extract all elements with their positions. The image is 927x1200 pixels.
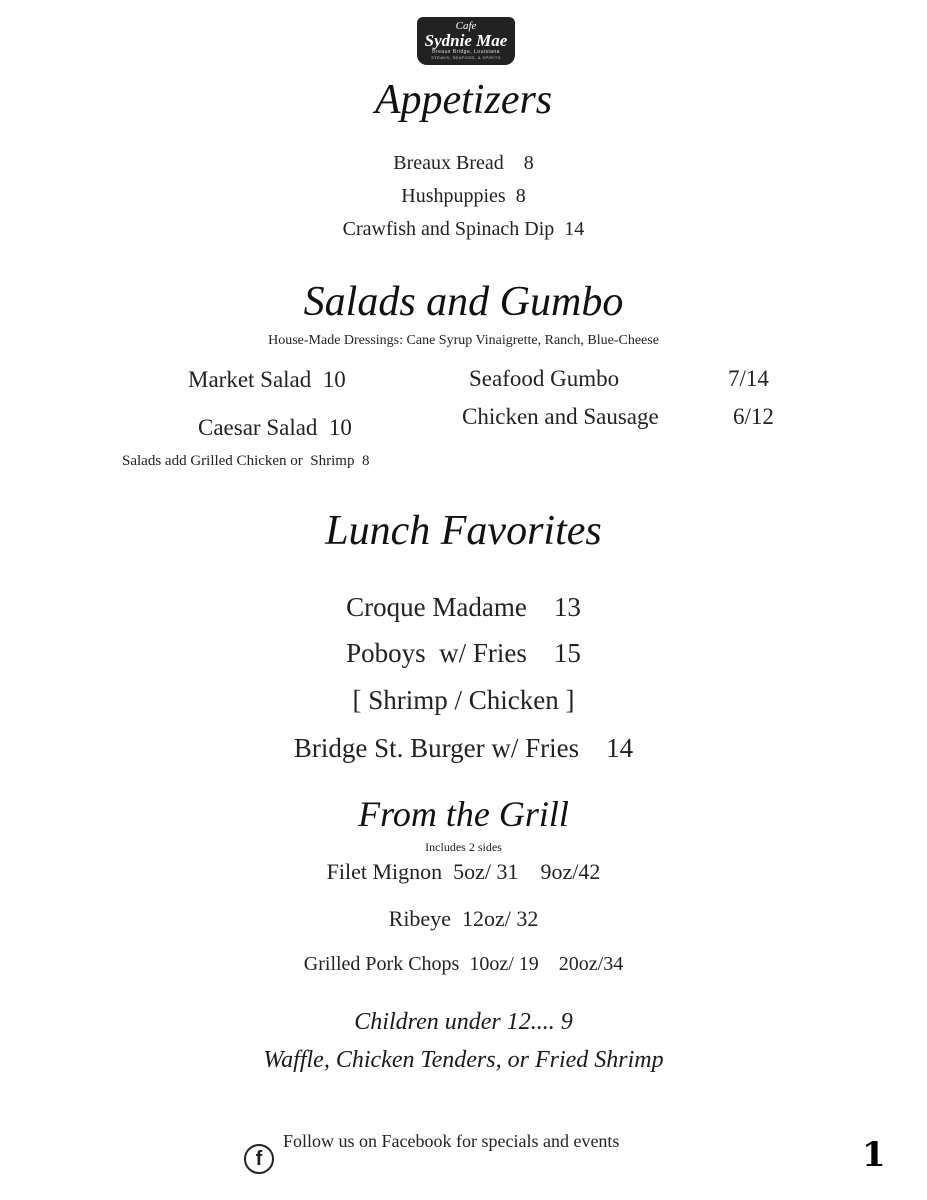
from-the-grill-heading: From the Grill [358, 794, 569, 834]
lunch-item: [ Shrimp / Chicken ] [352, 685, 575, 715]
grill-item: Filet Mignon 5oz/ 31 9oz/42 [326, 859, 601, 884]
children-menu-line: Children under 12.... 9 [354, 1009, 573, 1035]
lunch-item: Croque Madame 13 [346, 592, 581, 622]
logo-line-location: Breaux Bridge, Louisiana [432, 49, 500, 55]
appetizer-item: Breaux Bread 8 [393, 152, 534, 174]
lunch-item: Poboys w/ Fries 15 [346, 638, 581, 668]
facebook-icon[interactable]: f [244, 1144, 274, 1174]
caesar-salad-item: Caesar Salad 10 [198, 415, 352, 440]
grill-sides-note: Includes 2 sides [425, 840, 502, 854]
logo-line-name: Sydnie Mae [424, 31, 508, 50]
logo-line-tagline: STEAKS, SEAFOOD, & SPIRITS [431, 55, 501, 60]
market-salad-item: Market Salad 10 [188, 367, 346, 392]
chicken-sausage-price: 6/12 [733, 404, 774, 429]
appetizer-item: Crawfish and Spinach Dip 14 [342, 218, 585, 240]
lunch-favorites-heading: Lunch Favorites [325, 508, 602, 554]
appetizers-heading: Appetizers [374, 77, 553, 123]
lunch-item: Bridge St. Burger w/ Fries 14 [293, 733, 634, 763]
facebook-follow-text: Follow us on Facebook for specials and events [283, 1131, 620, 1151]
logo-line-cafe: Cafe [455, 20, 477, 32]
children-menu-options: Waffle, Chicken Tenders, or Fried Shrimp [263, 1047, 664, 1073]
salad-addon-note: Salads add Grilled Chicken or Shrimp 8 [122, 453, 370, 469]
seafood-gumbo-price: 7/14 [728, 366, 769, 391]
appetizer-item: Hushpuppies 8 [401, 185, 526, 207]
dressings-note: House-Made Dressings: Cane Syrup Vinaigrette, Ranch, Blue-Cheese [268, 333, 659, 348]
salads-gumbo-heading: Salads and Gumbo [303, 279, 624, 325]
seafood-gumbo-name: Seafood Gumbo [469, 366, 620, 391]
grill-item: Grilled Pork Chops 10oz/ 19 20oz/34 [303, 953, 624, 975]
grill-item: Ribeye 12oz/ 32 [388, 906, 539, 931]
cafe-logo [417, 17, 515, 65]
page-number: 1 [862, 1135, 886, 1175]
chicken-sausage-name: Chicken and Sausage [462, 404, 659, 429]
